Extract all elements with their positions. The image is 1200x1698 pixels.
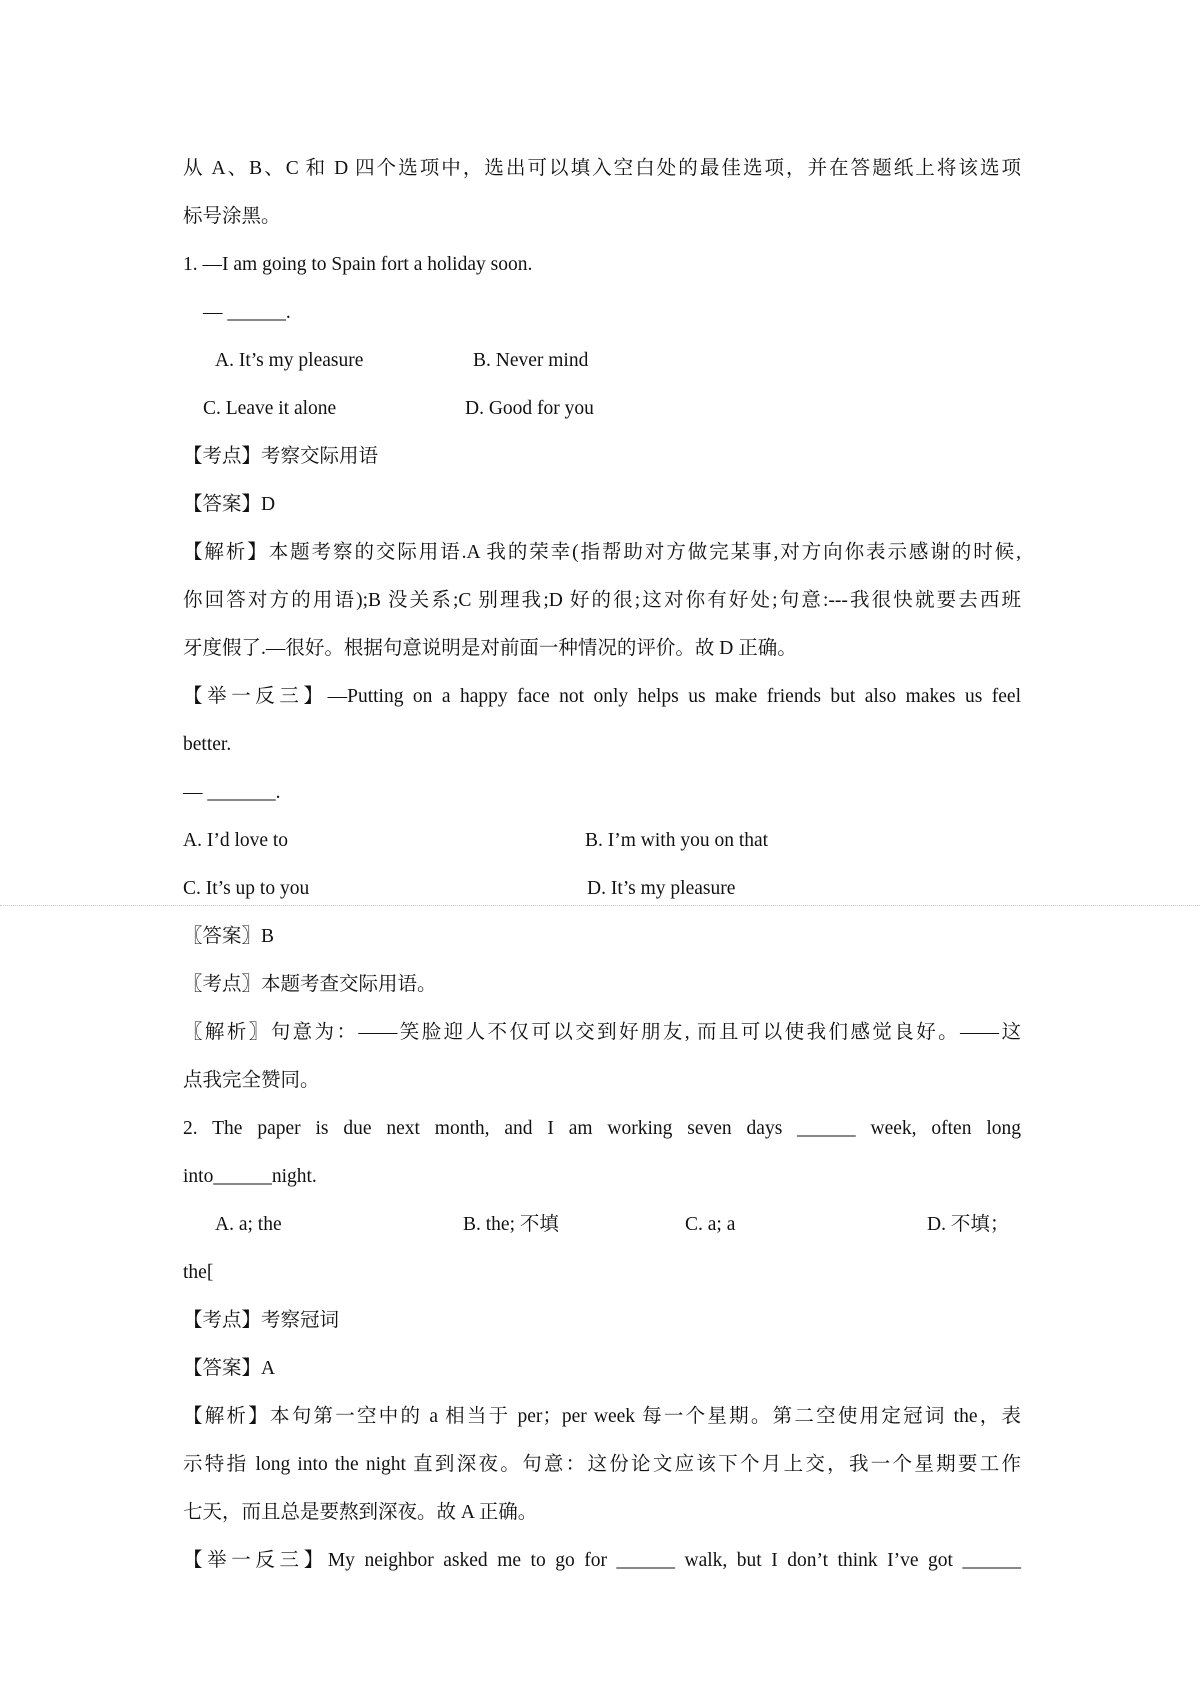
question-2-option-b: B. the; 不填 [463,1214,559,1235]
question-1-stem: 1. —I am going to Spain fort a holiday soon. [183,254,533,275]
question-1-analysis-line-2: 你回答对方的用语);B 没关系;C 别理我;D 好的很;这对你有好处;句意:---我很快就要去西班 [183,590,1021,611]
question-1-practice-analysis-line-1: 〖解析〗句意为：——笑脸迎人不仅可以交到好朋友, 而且可以使我们感觉良好。——这 [183,1022,1021,1043]
question-1-point: 【考点】考察交际用语 [183,446,379,467]
question-2-option-d: D. 不填； [927,1214,1010,1235]
question-2-option-c: C. a; a [685,1214,736,1235]
question-1-practice-point: 〖考点〗本题考查交际用语。 [183,974,437,995]
question-2-answer: 【答案】A [183,1358,276,1379]
question-1-analysis-line-1: 【解析】本题考察的交际用语.A 我的荣幸(指帮助对方做完某事,对方向你表示感谢的时候, [183,542,1021,563]
page-break-divider [0,905,1200,906]
question-1-option-c: C. Leave it alone [203,398,337,419]
question-2-option-a: A. a; the [215,1214,282,1235]
question-1-practice-option-b: B. I’m with you on that [585,830,769,851]
question-2-option-d-wrap: the[ [183,1262,214,1283]
question-2-practice-line-1: 【举一反三】My neighbor asked me to go for ______ walk, but I don’t think I’ve got ______ [183,1550,1021,1571]
question-1-practice-option-d: D. It’s my pleasure [587,878,736,899]
question-1-practice-reply-blank: — _______. [183,782,281,803]
question-1-practice-line-2: better. [183,734,232,755]
question-1-practice-analysis-line-2: 点我完全赞同。 [183,1070,320,1091]
question-1-practice-option-c: C. It’s up to you [183,878,310,899]
question-1-practice-option-a: A. I’d love to [183,830,289,851]
question-2-analysis-line-3: 七天，而且总是要熬到深夜。故 A 正确。 [183,1502,538,1523]
question-1-option-d: D. Good for you [465,398,594,419]
question-1-reply-blank: — ______. [203,302,291,323]
question-1-analysis-line-3: 牙度假了.—很好。根据句意说明是对前面一种情况的评价。故 D 正确。 [183,638,797,659]
instructions-line-2: 标号涂黑。 [183,206,281,227]
question-1-practice-answer: 〖答案〗B [183,926,275,947]
question-2-stem-line-1: 2. The paper is due next month, and I am working seven days ______ week, often long [183,1118,1021,1139]
question-1-option-a: A. It’s my pleasure [215,350,364,371]
question-1-practice-line-1: 【举一反三】—Putting on a happy face not only helps us make friends but also makes us feel [183,686,1021,707]
question-2-analysis-line-2: 示特指 long into the night 直到深夜。句意：这份论文应该下个月上交，我一个星期要工作 [183,1454,1021,1475]
question-1-option-b: B. Never mind [473,350,589,371]
question-2-analysis-line-1: 【解析】本句第一空中的 a 相当于 per；per week 每一个星期。第二空使用定冠词 the，表 [183,1406,1021,1427]
instructions-line-1: 从 A、B、C 和 D 四个选项中，选出可以填入空白处的最佳选项，并在答题纸上将该选项 [183,158,1021,179]
question-2-stem-line-2: into______night. [183,1166,317,1187]
question-2-point: 【考点】考察冠词 [183,1310,340,1331]
question-1-answer: 【答案】D [183,494,276,515]
